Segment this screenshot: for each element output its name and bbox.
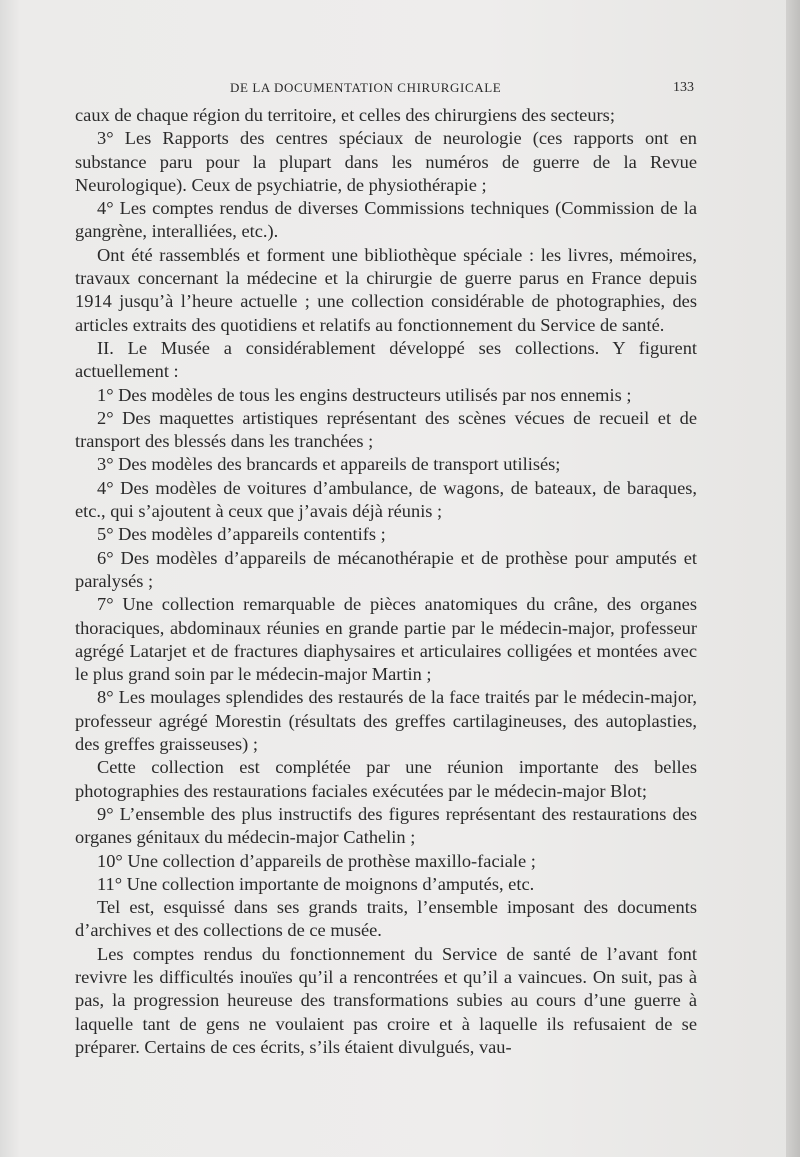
paragraph: 2° Des maquettes artistiques représentant des scènes vécues de recueil et de transport des blessés dans les tranchées ; [75,407,697,452]
paragraph: Tel est, esquissé dans ses grands traits, l’ensemble imposant des documents d’archives et des collections de ce musée. [75,897,697,941]
running-title: DE LA DOCUMENTATION CHIRURGICALE [230,80,502,95]
page-edge-shadow [786,0,800,1157]
paragraph: 6° Des modèles d’appareils de mécanothérapie et de prothèse pour amputés et paralysés ; [75,547,697,591]
paragraph: caux de chaque région du territoire, et celles des chirurgiens des secteurs; [75,105,615,125]
paragraph: 10° Une collection d’appareils de prothèse maxillo-faciale ; [97,850,536,871]
paragraph: 3° Des modèles des brancards et appareils de transport utilisés; [97,454,561,475]
paragraph: Les comptes rendus du fonctionnement du Service de santé de l’avant font revivre les difficultés inouïes qu’il a rencontrées et qu’il a vaincues. On suit, pas à pas, la progression heureuse des transformations subies au cours d’une guerre à laquelle tant de gens ne voulaient pas croire et à laquelle ils refusaient de se préparer. Certains de ces écrits, s’ils étaient divulgués, vau- [75,943,697,1057]
paragraph: Ont été rassemblés et forment une bibliothèque spéciale : les livres, mémoires, travaux concernant la médecine et la chirurgie de guerre parus en France depuis 1914 jusqu’à l’heure actuelle ; une collection considérable de photographies, des articles extraits des quotidiens et relatifs au fonctionnement du Service de santé. [75,244,697,335]
paragraph: 5° Des modèles d’appareils contentifs ; [97,524,386,545]
paragraph: 1° Des modèles de tous les engins destructeurs utilisés par nos ennemis ; [97,384,632,405]
paragraph: 7° Une collection remarquable de pièces anatomiques du crâne, des organes thoraciques, abdominaux réunies en grande partie par le médecin-major, professeur agrégé Latarjet et de fractures diaphysaires et articulaires colligées et montées avec le plus grand soin par le médecin-major Martin ; [75,594,697,685]
paragraph: 3° Les Rapports des centres spéciaux de neurologie (ces rapports ont en substance paru pour la plupart dans les numéros de guerre de la Revue Neurologique). Ceux de psychiatrie, de physiothérapie ; [75,128,697,195]
paragraph: 8° Les moulages splendides des restaurés de la face traités par le médecin-major, professeur agrégé Morestin (résultats des greffes cartilagineuses, des autoplasties, des greffes graisseuses) ; [75,687,697,755]
body-text [75,104,697,1059]
paragraph: II. Le Musée a considérablement développé ses collections. Y figurent actuellement : [75,337,697,382]
paragraph: 11° Une collection importante de moignons d’amputés, etc. [97,873,535,894]
paragraph: 4° Les comptes rendus de diverses Commissions techniques (Commission de la gangrène, interalliées, etc.). [75,198,697,242]
running-header [78,80,698,102]
paragraph: 9° L’ensemble des plus instructifs des figures représentant des restaurations des organes génitaux du médecin-major Cathelin ; [75,803,697,848]
paragraph: 4° Des modèles de voitures d’ambulance, de wagons, de bateaux, de baraques, etc., qui s’ajoutent à ceux que j’avais déjà réunis ; [75,477,697,522]
paragraph: Cette collection est complétée par une réunion importante des belles photographies des restaurations faciales exécutées par le médecin-major Blot; [75,757,697,801]
page-number: 133 [673,80,694,95]
